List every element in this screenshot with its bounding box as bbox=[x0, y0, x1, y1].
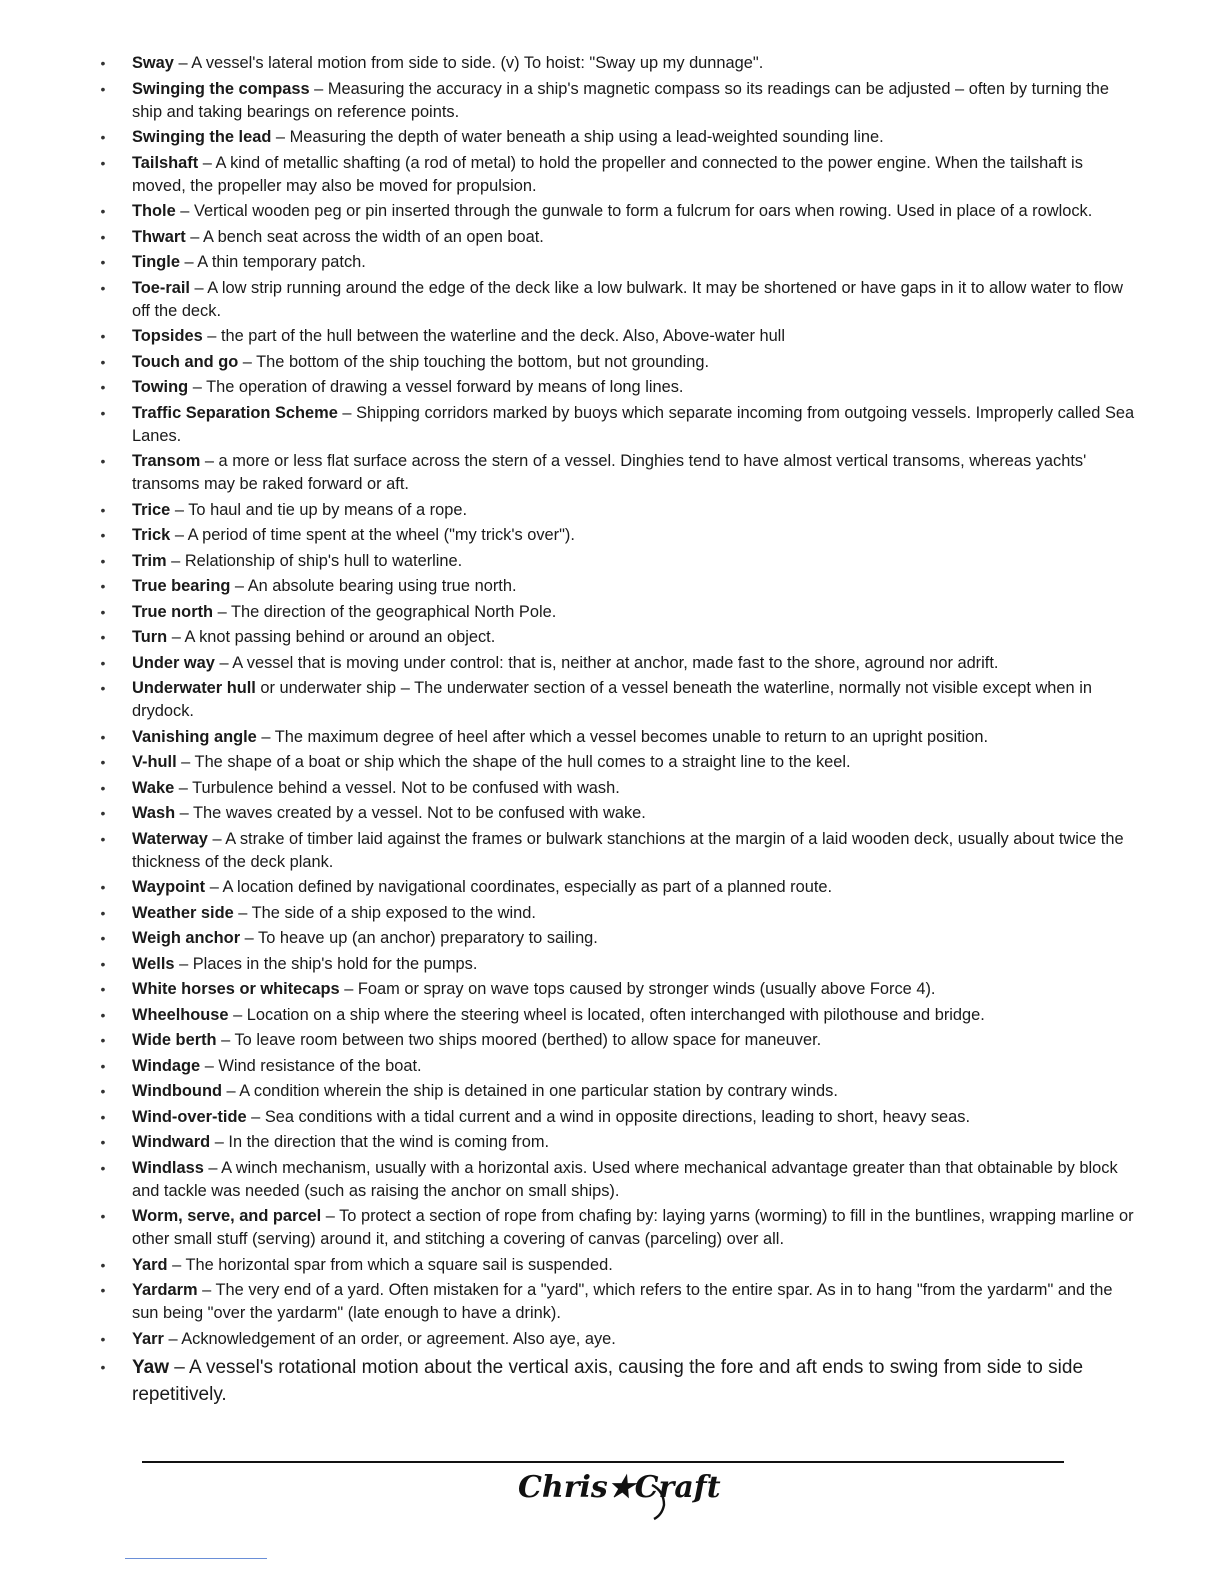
bullet-icon: • bbox=[100, 904, 106, 921]
glossary-definition: – To leave room between two ships moored (berthed) to allow space for maneuver. bbox=[216, 1031, 822, 1049]
glossary-definition: – Wind resistance of the boat. bbox=[200, 1056, 422, 1075]
bullet-icon: • bbox=[100, 328, 106, 344]
bottom-link-underline bbox=[125, 1558, 267, 1559]
glossary-definition: – A strake of timber laid against the frames or bulwark stanchions at the margin of a laid wooden deck, usually about twice the thickness of the deck plank. bbox=[132, 829, 1124, 871]
bullet-icon: • bbox=[100, 1282, 106, 1298]
glossary-definition: – An absolute bearing using true north. bbox=[230, 577, 517, 595]
glossary-entry bbox=[96, 1029, 1141, 1052]
glossary-entry bbox=[96, 1205, 1141, 1251]
glossary-entry bbox=[96, 152, 1141, 198]
bullet-icon: • bbox=[100, 552, 106, 569]
glossary-term: Swinging the lead bbox=[132, 128, 272, 146]
bullet-icon: • bbox=[100, 603, 106, 620]
glossary-entry bbox=[96, 1080, 1141, 1103]
bullet-icon: • bbox=[100, 154, 106, 171]
glossary-entry bbox=[96, 126, 1141, 149]
glossary-term: V-hull bbox=[132, 753, 177, 771]
glossary-definition: – A knot passing behind or around an object. bbox=[167, 628, 496, 646]
bullet-icon: • bbox=[100, 353, 106, 370]
glossary-term: Yard bbox=[132, 1255, 168, 1274]
glossary-entry bbox=[96, 751, 1141, 774]
glossary-definition: – The very end of a yard. Often mistaken for a "yard", which refers to the entire spar. As in to hang "from the yardarm" and the sun being "over the yardarm" (late enough to have a drink). bbox=[132, 1281, 1113, 1322]
glossary-definition: – The maximum degree of heel after which a vessel becomes unable to return to an upright position. bbox=[256, 727, 989, 746]
glossary-term: Wash bbox=[132, 804, 176, 822]
bullet-icon: • bbox=[100, 203, 106, 219]
glossary-definition: – A period of time spent at the wheel ("my trick's over"). bbox=[170, 526, 575, 544]
bullet-icon: • bbox=[100, 680, 106, 696]
glossary-entry bbox=[96, 524, 1141, 547]
glossary-term: Windage bbox=[132, 1056, 201, 1075]
bullet-icon: • bbox=[100, 55, 106, 71]
glossary-definition: – A kind of metallic shafting (a rod of metal) to hold the propeller and connected to the power engine. When the tailshaft is moved, the propeller may also be moved for propulsion. bbox=[132, 153, 1083, 195]
glossary-term: Trice bbox=[132, 500, 171, 519]
glossary-term: Traffic Separation Scheme bbox=[132, 403, 338, 422]
glossary-definition: – The operation of drawing a vessel forward by means of long lines. bbox=[188, 378, 684, 396]
glossary-definition: – A thin temporary patch. bbox=[179, 253, 366, 271]
glossary-entry bbox=[96, 953, 1141, 976]
glossary-definition: – a more or less flat surface across the stern of a vessel. Dinghies tend to have almost vertical transoms, whereas yachts' transoms may be raked forward or aft. bbox=[132, 452, 1087, 493]
glossary-term: True bearing bbox=[132, 577, 231, 595]
bullet-icon: • bbox=[100, 1006, 106, 1023]
bullet-icon: • bbox=[100, 1358, 106, 1375]
bullet-icon: • bbox=[100, 629, 106, 645]
glossary-entry bbox=[96, 927, 1141, 950]
bullet-icon: • bbox=[100, 254, 106, 270]
glossary-term: Weigh anchor bbox=[132, 929, 241, 947]
glossary-entry bbox=[96, 575, 1141, 598]
bullet-icon: • bbox=[100, 1330, 106, 1347]
glossary-term: Tingle bbox=[132, 253, 180, 271]
glossary-term: Waterway bbox=[132, 829, 208, 848]
bullet-icon: • bbox=[100, 453, 106, 469]
glossary-term: Touch and go bbox=[132, 352, 239, 371]
glossary-definition: – The side of a ship exposed to the wind. bbox=[233, 903, 536, 922]
glossary-term: Underwater hull bbox=[132, 679, 256, 697]
glossary-entry bbox=[96, 978, 1141, 1001]
glossary-entry bbox=[96, 1004, 1141, 1027]
glossary-definition: – The waves created by a vessel. Not to be confused with wake. bbox=[175, 804, 646, 822]
glossary-term: Turn bbox=[132, 628, 168, 646]
glossary-entry bbox=[96, 828, 1141, 874]
glossary-term: Yaw bbox=[132, 1356, 169, 1378]
glossary-definition: – Vertical wooden peg or pin inserted through the gunwale to form a fulcrum for oars when rowing. Used in place of a rowlock. bbox=[175, 202, 1093, 220]
glossary-entry bbox=[96, 601, 1141, 624]
glossary-definition: – Measuring the depth of water beneath a ship using a lead-weighted sounding line. bbox=[271, 128, 884, 146]
glossary-definition: – Relationship of ship's hull to waterline. bbox=[166, 551, 463, 570]
glossary-term: Topsides bbox=[132, 327, 203, 345]
glossary-definition: – The horizontal spar from which a square sail is suspended. bbox=[167, 1255, 613, 1274]
glossary-entry bbox=[96, 902, 1141, 925]
bullet-icon: • bbox=[100, 955, 106, 972]
bullet-icon: • bbox=[100, 80, 106, 97]
glossary-list bbox=[96, 52, 1141, 1410]
glossary-entry bbox=[96, 78, 1141, 124]
glossary-entry bbox=[96, 1354, 1141, 1408]
glossary-entry bbox=[96, 550, 1141, 573]
glossary-term: Trim bbox=[132, 551, 167, 570]
glossary-term: Yarr bbox=[132, 1329, 164, 1348]
glossary-entry bbox=[96, 1131, 1141, 1154]
bullet-icon: • bbox=[100, 1083, 106, 1099]
bullet-icon: • bbox=[100, 501, 106, 518]
bullet-icon: • bbox=[100, 1256, 106, 1273]
logo-text: Chris★Craft bbox=[518, 1470, 721, 1505]
bullet-icon: • bbox=[100, 930, 106, 946]
bullet-icon: • bbox=[100, 1032, 106, 1048]
glossary-definition: – A condition wherein the ship is detained in one particular station by contrary winds. bbox=[221, 1082, 838, 1100]
glossary-term: Wake bbox=[132, 778, 175, 797]
bullet-icon: • bbox=[100, 527, 106, 543]
glossary-term: Weather side bbox=[132, 903, 234, 922]
glossary-term: Waypoint bbox=[132, 878, 206, 896]
bullet-icon: • bbox=[100, 654, 106, 671]
bullet-icon: • bbox=[100, 830, 106, 847]
glossary-definition: or underwater ship – The underwater section of a vessel beneath the waterline, normally not visible except when in drydock. bbox=[132, 679, 1092, 720]
glossary-definition: – Acknowledgement of an order, or agreement. Also aye, aye. bbox=[163, 1329, 616, 1348]
glossary-term: Towing bbox=[132, 378, 189, 396]
glossary-term: Vanishing angle bbox=[132, 727, 257, 746]
glossary-entry bbox=[96, 376, 1141, 399]
glossary-term: Worm, serve, and parcel bbox=[132, 1207, 322, 1225]
glossary-entry bbox=[96, 200, 1141, 223]
glossary-entry bbox=[96, 1279, 1141, 1325]
glossary-entry bbox=[96, 777, 1141, 800]
glossary-term: True north bbox=[132, 602, 214, 621]
glossary-term: Sway bbox=[132, 54, 174, 72]
bullet-icon: • bbox=[100, 1108, 106, 1125]
glossary-definition: – The shape of a boat or ship which the shape of the hull comes to a straight line to the keel. bbox=[176, 753, 851, 771]
glossary-entry bbox=[96, 1106, 1141, 1129]
chris-craft-logo bbox=[514, 1463, 721, 1521]
glossary-definition: – To haul and tie up by means of a rope. bbox=[170, 500, 468, 519]
glossary-term: Wheelhouse bbox=[132, 1005, 229, 1024]
glossary-entry bbox=[96, 802, 1141, 825]
bullet-icon: • bbox=[100, 379, 106, 395]
glossary-entry bbox=[96, 626, 1141, 649]
glossary-definition: – A vessel that is moving under control: that is, neither at anchor, made fast to the shore, aground nor adrift. bbox=[214, 653, 999, 672]
glossary-entry bbox=[96, 277, 1141, 323]
glossary-entry bbox=[96, 726, 1141, 749]
bullet-icon: • bbox=[100, 129, 106, 145]
bullet-icon: • bbox=[100, 1134, 106, 1150]
glossary-definition: – To heave up (an anchor) preparatory to sailing. bbox=[240, 929, 598, 947]
glossary-entry bbox=[96, 226, 1141, 249]
glossary-term: Windward bbox=[132, 1133, 211, 1151]
glossary-term: Wide berth bbox=[132, 1031, 217, 1049]
glossary-term: Wells bbox=[132, 954, 175, 973]
glossary-term: Tailshaft bbox=[132, 153, 199, 172]
glossary-term: Windbound bbox=[132, 1082, 222, 1100]
glossary-definition: – In the direction that the wind is coming from. bbox=[210, 1133, 550, 1151]
glossary-definition: – Shipping corridors marked by buoys which separate incoming from outgoing vessels. Improperly called Sea Lanes. bbox=[132, 403, 1135, 445]
bullet-icon: • bbox=[100, 1208, 106, 1224]
glossary-entry bbox=[96, 652, 1141, 675]
glossary-entry bbox=[96, 251, 1141, 274]
glossary-definition: – Places in the ship's hold for the pumps. bbox=[174, 954, 478, 973]
glossary-term: White horses or whitecaps bbox=[132, 980, 340, 998]
bullet-icon: • bbox=[100, 754, 106, 770]
glossary-term: Toe-rail bbox=[132, 278, 190, 297]
glossary-term: Windlass bbox=[132, 1158, 204, 1177]
glossary-entry bbox=[96, 1254, 1141, 1277]
glossary-term: Wind-over-tide bbox=[132, 1107, 247, 1126]
glossary-term: Thwart bbox=[132, 227, 186, 246]
glossary-entry bbox=[96, 1328, 1141, 1351]
glossary-definition: – Location on a ship where the steering wheel is located, often interchanged with pilothouse and bridge. bbox=[228, 1005, 985, 1024]
glossary-definition: – Sea conditions with a tidal current and a wind in opposite directions, leading to short, heavy seas. bbox=[246, 1107, 971, 1126]
glossary-definition: – The bottom of the ship touching the bottom, but not grounding. bbox=[238, 352, 710, 371]
glossary-entry bbox=[96, 325, 1141, 348]
glossary-entry bbox=[96, 351, 1141, 374]
glossary-entry bbox=[96, 52, 1141, 75]
glossary-term: Transom bbox=[132, 452, 201, 470]
glossary-definition: – A location defined by navigational coordinates, especially as part of a planned route. bbox=[205, 878, 833, 896]
bullet-icon: • bbox=[100, 404, 106, 421]
glossary-term: Under way bbox=[132, 653, 215, 672]
glossary-entry bbox=[96, 499, 1141, 522]
glossary-definition: – A vessel's rotational motion about the vertical axis, causing the fore and aft ends to swing from side to side repetitively. bbox=[132, 1356, 1084, 1405]
glossary-definition: – Foam or spray on wave tops caused by stronger winds (usually above Force 4). bbox=[339, 980, 936, 998]
bullet-icon: • bbox=[100, 228, 106, 245]
glossary-entry bbox=[96, 677, 1141, 723]
glossary-definition: – Measuring the accuracy in a ship's magnetic compass so its readings can be adjusted – often by turning the ship and taking bearings on reference points. bbox=[132, 79, 1110, 121]
glossary-term: Trick bbox=[132, 526, 171, 544]
glossary-definition: – A winch mechanism, usually with a horizontal axis. Used where mechanical advantage greater than that obtainable by block and tackle was needed (such as raising the anchor on small ships). bbox=[132, 1158, 1118, 1200]
glossary-definition: – The direction of the geographical North Pole. bbox=[213, 602, 557, 621]
bullet-icon: • bbox=[100, 805, 106, 821]
bullet-icon: • bbox=[100, 779, 106, 796]
glossary-definition: – the part of the hull between the waterline and the deck. Also, Above-water hull bbox=[202, 327, 785, 345]
bullet-icon: • bbox=[100, 578, 106, 594]
glossary-entry bbox=[96, 876, 1141, 899]
glossary-definition: – To protect a section of rope from chafing by: laying yarns (worming) to fill in the buntlines, wrapping marline or other small stuff (serving) around it, and stitching a covering of canvas (parceling) over all. bbox=[132, 1207, 1134, 1248]
glossary-entry bbox=[96, 1055, 1141, 1078]
bullet-icon: • bbox=[100, 1057, 106, 1074]
glossary-definition: – Turbulence behind a vessel. Not to be confused with wash. bbox=[174, 778, 620, 797]
bullet-icon: • bbox=[100, 1159, 106, 1176]
glossary-definition: – A bench seat across the width of an open boat. bbox=[185, 227, 544, 246]
glossary-definition: – A low strip running around the edge of the deck like a low bulwark. It may be shortened or have gaps in it to allow water to flow off the deck. bbox=[132, 278, 1123, 320]
glossary-term: Swinging the compass bbox=[132, 79, 310, 98]
glossary-entry bbox=[96, 1157, 1141, 1203]
glossary-term: Yardarm bbox=[132, 1281, 198, 1299]
bullet-icon: • bbox=[100, 279, 106, 296]
bullet-icon: • bbox=[100, 728, 106, 745]
glossary-term: Thole bbox=[132, 202, 176, 220]
glossary-entry bbox=[96, 402, 1141, 448]
bullet-icon: • bbox=[100, 879, 106, 895]
bullet-icon: • bbox=[100, 981, 106, 997]
glossary-definition: – A vessel's lateral motion from side to side. (v) To hoist: "Sway up my dunnage". bbox=[173, 54, 764, 72]
glossary-entry bbox=[96, 450, 1141, 496]
